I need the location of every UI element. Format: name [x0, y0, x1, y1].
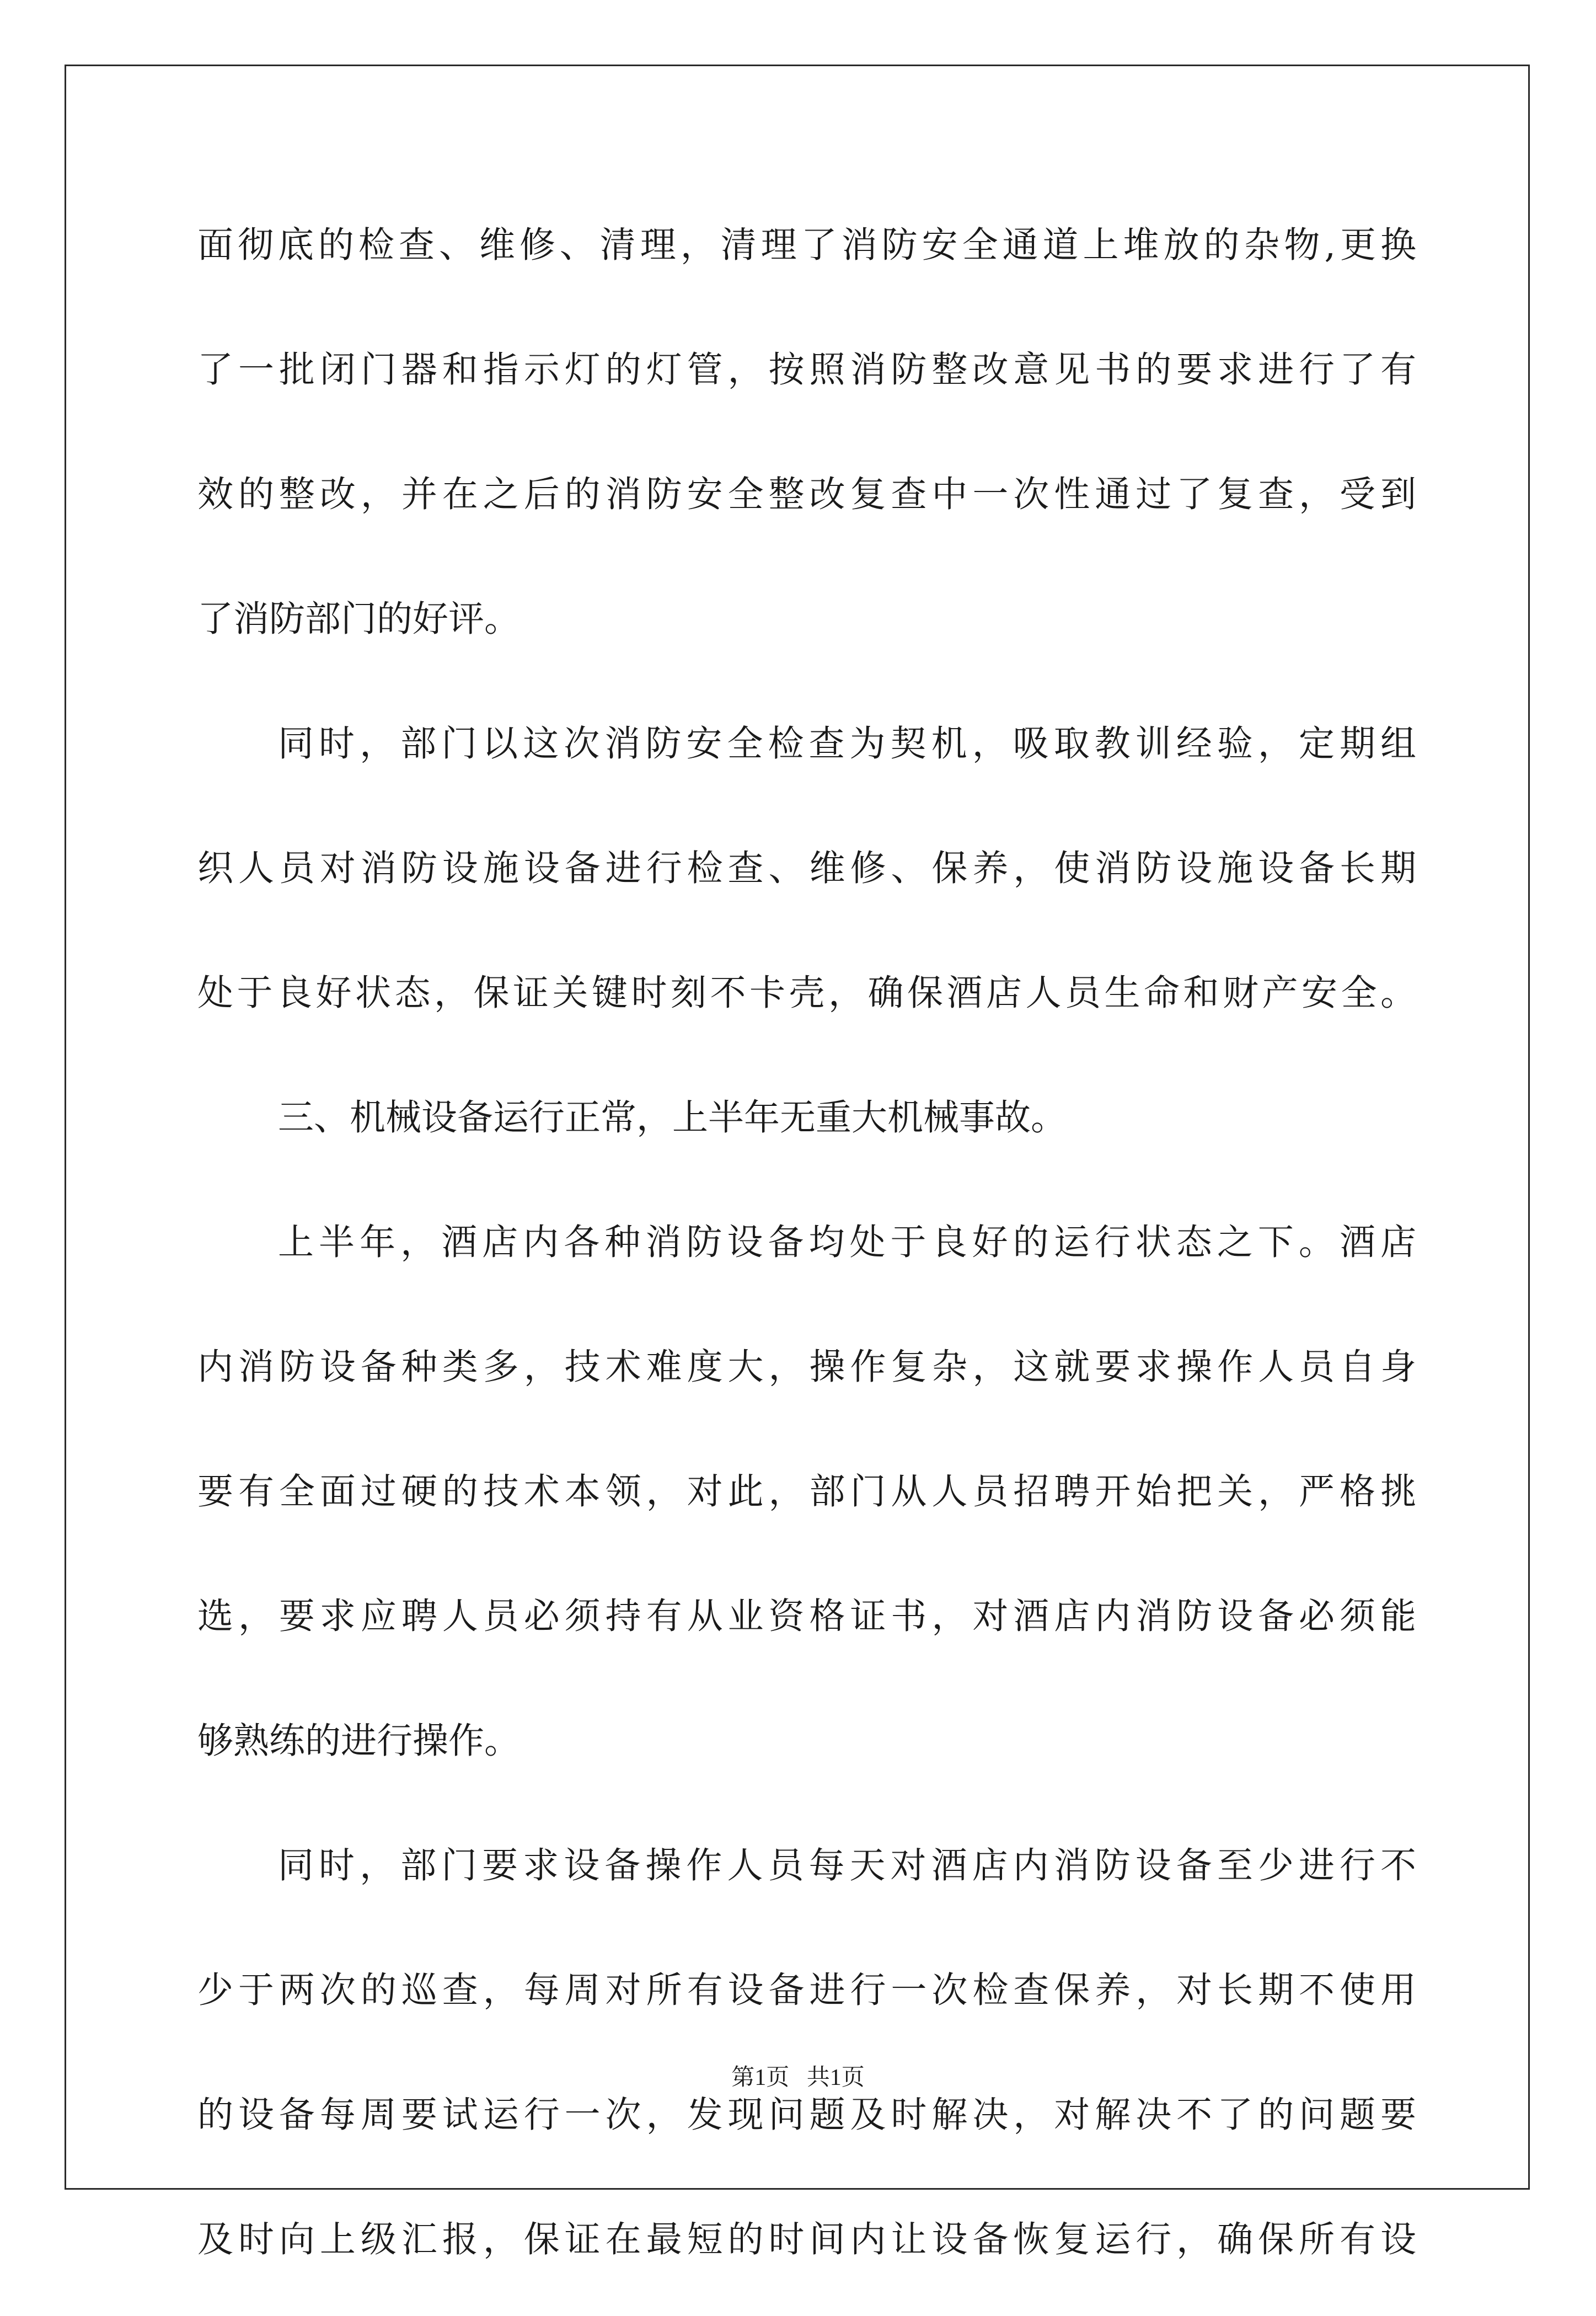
document-body: [197, 197, 1416, 2316]
text-line: 内消防设备种类多，技术难度大，操作复杂，这就要求操作人员自身: [197, 1346, 1416, 1388]
text-line: 了消防部门的好评。: [197, 598, 521, 640]
text-line: 要有全面过硬的技术本领，对此，部门从人员招聘开始把关，严格挑: [197, 1471, 1416, 1512]
text-line: 的设备每周要试运行一次，发现问题及时解决，对解决不了的问题要: [197, 2094, 1416, 2136]
text-line: 选，要求应聘人员必须持有从业资格证书，对酒店内消防设备必须能: [197, 1596, 1416, 1637]
text-line: 织人员对消防设施设备进行检查、维修、保养，使消防设施设备长期: [197, 848, 1416, 889]
text-line: 三、机械设备运行正常，上半年无重大机械事故。: [278, 1097, 1067, 1138]
text-line: 面彻底的检查、维修、清理，清理了消防安全通道上堆放的杂物,更换: [197, 224, 1416, 266]
text-line: 少于两次的巡查，每周对所有设备进行一次检查保养，对长期不使用: [197, 1970, 1416, 2011]
text-line: 同时，部门以这次消防安全检查为契机，吸取教训经验，定期组: [278, 723, 1416, 764]
text-line: 同时，部门要求设备操作人员每天对酒店内消防设备至少进行不: [278, 1845, 1416, 1886]
text-line: 处于良好状态，保证关键时刻不卡壳，确保酒店人员生命和财产安全。: [197, 972, 1416, 1014]
text-line: 效的整改，并在之后的消防安全整改复查中一次性通过了复查，受到: [197, 474, 1416, 515]
page-footer: 第1页 共1页: [731, 2065, 865, 2090]
text-line: 了一批闭门器和指示灯的灯管，按照消防整改意见书的要求进行了有: [197, 349, 1416, 391]
text-line: 够熟练的进行操作。: [197, 1720, 521, 1762]
text-line: 上半年，酒店内各种消防设备均处于良好的运行状态之下。酒店: [278, 1222, 1416, 1263]
text-line: 及时向上级汇报，保证在最短的时间内让设备恢复运行，确保所有设: [197, 2219, 1416, 2260]
